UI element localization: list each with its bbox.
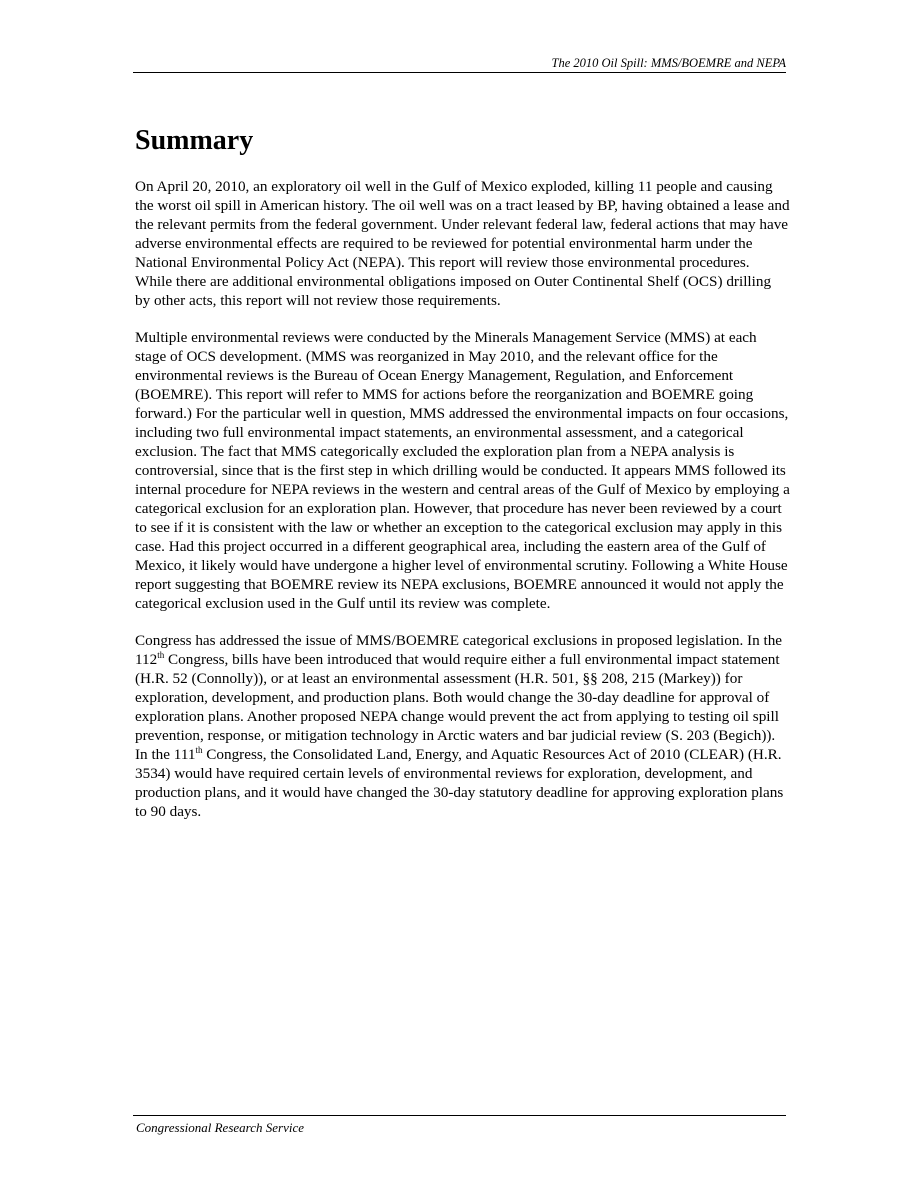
paragraph-3-text-c: Congress, the Consolidated Land, Energy, and Aquatic Resources Act of 2010 (CLEAR) (H.R. 3534) would have required certain levels of environmental reviews for exploration, development, and production plans, and it would have changed the 30-day statutory deadline for approving exploration plans to 90 days.: [135, 746, 784, 820]
section-title: Summary: [135, 125, 254, 156]
paragraph-3-text-b: Congress, bills have been introduced that would require either a full environmental impact statement (H.R. 52 (Connolly)), or at least an environmental assessment (H.R. 501, §§ 208, 215 (Markey)) for exploration, development, and production plans. Both would change the 30-day deadline for approval of exploration plans. Another proposed NEPA change would prevent the act from applying to testing oil spill prevention, response, or mitigation technology in Arctic waters and bar judicial review (S. 203 (Begich)). In the 111: [135, 651, 780, 763]
running-header: The 2010 Oil Spill: MMS/BOEMRE and NEPA: [551, 56, 786, 70]
summary-paragraph-3: [135, 631, 790, 821]
summary-body: [135, 177, 790, 839]
summary-paragraph-2: Multiple environmental reviews were conducted by the Minerals Management Service (MMS) at each stage of OCS development. (MMS was reorganized in May 2010, and the relevant office for the environmental reviews is the Bureau of Ocean Energy Management, Regulation, and Enforcement (BOEMRE). This report will refer to MMS for actions before the reorganization and BOEMRE going forward.) For the particular well in question, MMS addressed the environmental impacts on four occasions, including two full environmental impact statements, an environmental assessment, and a categorical exclusion. The fact that MMS categorically excluded the exploration plan from a NEPA analysis is controversial, since that is the first step in which drilling would be conducted. It appears MMS followed its internal procedure for NEPA reviews in the western and central areas of the Gulf of Mexico by employing a categorical exclusion for an exploration plan. However, that procedure has never been reviewed by a court to see if it is consistent with the law or whether an exception to the categorical exclusion may apply in this case. Had this project occurred in a different geographical area, including the eastern area of the Gulf of Mexico, it likely would have undergone a higher level of environmental scrutiny. Following a White House report suggesting that BOEMRE review its NEPA exclusions, BOEMRE announced it would not apply the categorical exclusion used in the Gulf until its review was complete.: [135, 329, 790, 612]
paragraph-3-text-a: Congress has addressed the issue of MMS/BOEMRE categorical exclusions in proposed legislation. In the 112: [135, 632, 783, 668]
summary-paragraph-1: On April 20, 2010, an exploratory oil well in the Gulf of Mexico exploded, killing 11 people and causing the worst oil spill in American history. The oil well was on a tract leased by BP, having obtained a lease and the relevant permits from the federal government. Under relevant federal law, federal actions that may have adverse environmental effects are required to be reviewed for potential environmental harm under the National Environmental Policy Act (NEPA). This report will review those environmental procedures. While there are additional environmental obligations imposed on Outer Continental Shelf (OCS) drilling by other acts, this report will not review those requirements.: [135, 178, 790, 309]
header-divider: [133, 72, 786, 73]
ordinal-superscript: th: [157, 650, 165, 660]
ordinal-superscript: th: [195, 745, 203, 755]
footer-divider: [133, 1115, 786, 1116]
running-footer: Congressional Research Service: [136, 1120, 304, 1135]
